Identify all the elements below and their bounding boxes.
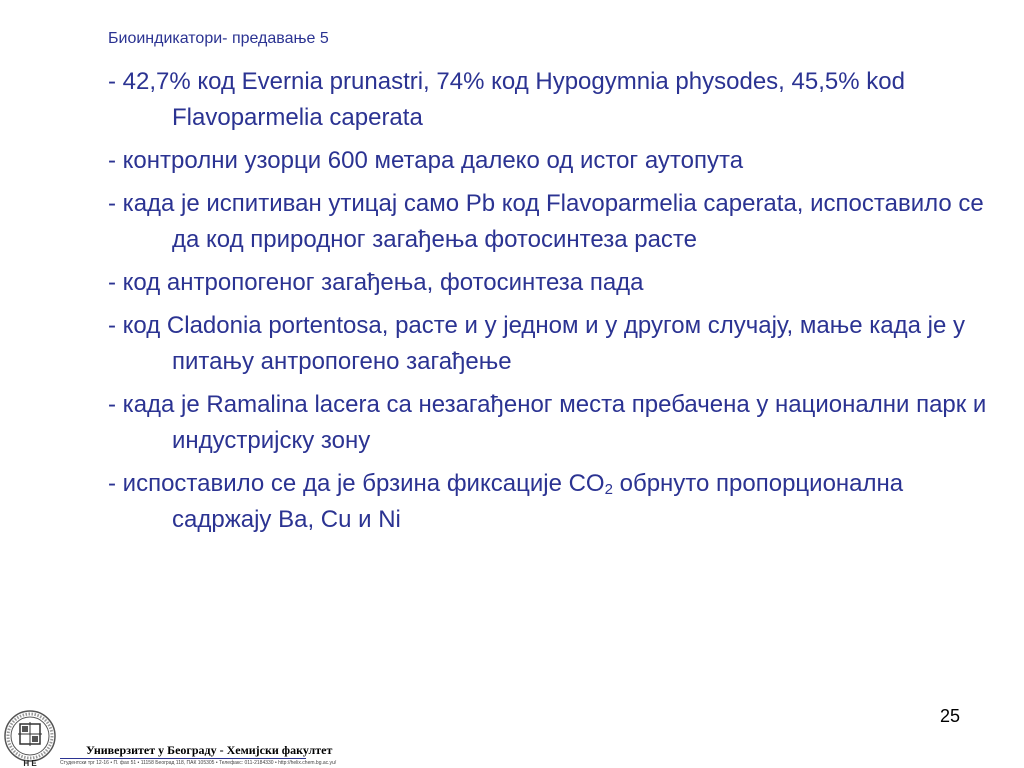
footer-address: Студентски трг 12-16 • П. фах 51 • 11158 Београд 118, ПАК 105305 • Телефакс: 011-2184330 • http://helix.chem.bg.ac.yu/ bbox=[60, 760, 337, 766]
bullet-text-part: - испоставило се да је брзина фиксације CO bbox=[108, 470, 605, 497]
logo-letters: Н Е bbox=[23, 759, 37, 768]
bullet-item: - код Cladonia portentosa, расте и у једном и у другом случају, мање када је у питању антропогено загађење bbox=[108, 312, 965, 375]
university-seal-icon bbox=[2, 708, 58, 768]
bullet-item-co2 bbox=[108, 466, 988, 538]
footer-institution: Универзитет у Београду - Хемијски факултет bbox=[86, 743, 333, 757]
bullet-item: - 42,7% код Evernia prunastri, 74% код Hypogymnia physodes, 45,5% kod Flavoparmelia caperata bbox=[108, 68, 905, 131]
subscript: 2 bbox=[604, 481, 613, 498]
slide-subtitle: Биоиндикатори- предавање 5 bbox=[108, 30, 329, 47]
bullet-list bbox=[108, 64, 988, 545]
page-number: 25 bbox=[940, 706, 961, 726]
bullet-item: - контролни узорци 600 метара далеко од истог аутопута bbox=[108, 147, 744, 174]
footer-divider bbox=[60, 758, 306, 759]
bullet-text-part: обрнуто пропорционална садржају Ba, Cu и Ni bbox=[172, 470, 904, 533]
bullet-item: - код антропогеног загађења, фотосинтеза пада bbox=[108, 269, 644, 296]
bullet-item: - када је Ramalina lacera са незагађеног места пребачена у национални парк и индустријску зону bbox=[108, 391, 987, 454]
bullet-item: - када је испитиван утицај само Pb код Flavoparmelia caperata, испоставило се да код природног загађења фотосинтеза расте bbox=[108, 190, 984, 253]
